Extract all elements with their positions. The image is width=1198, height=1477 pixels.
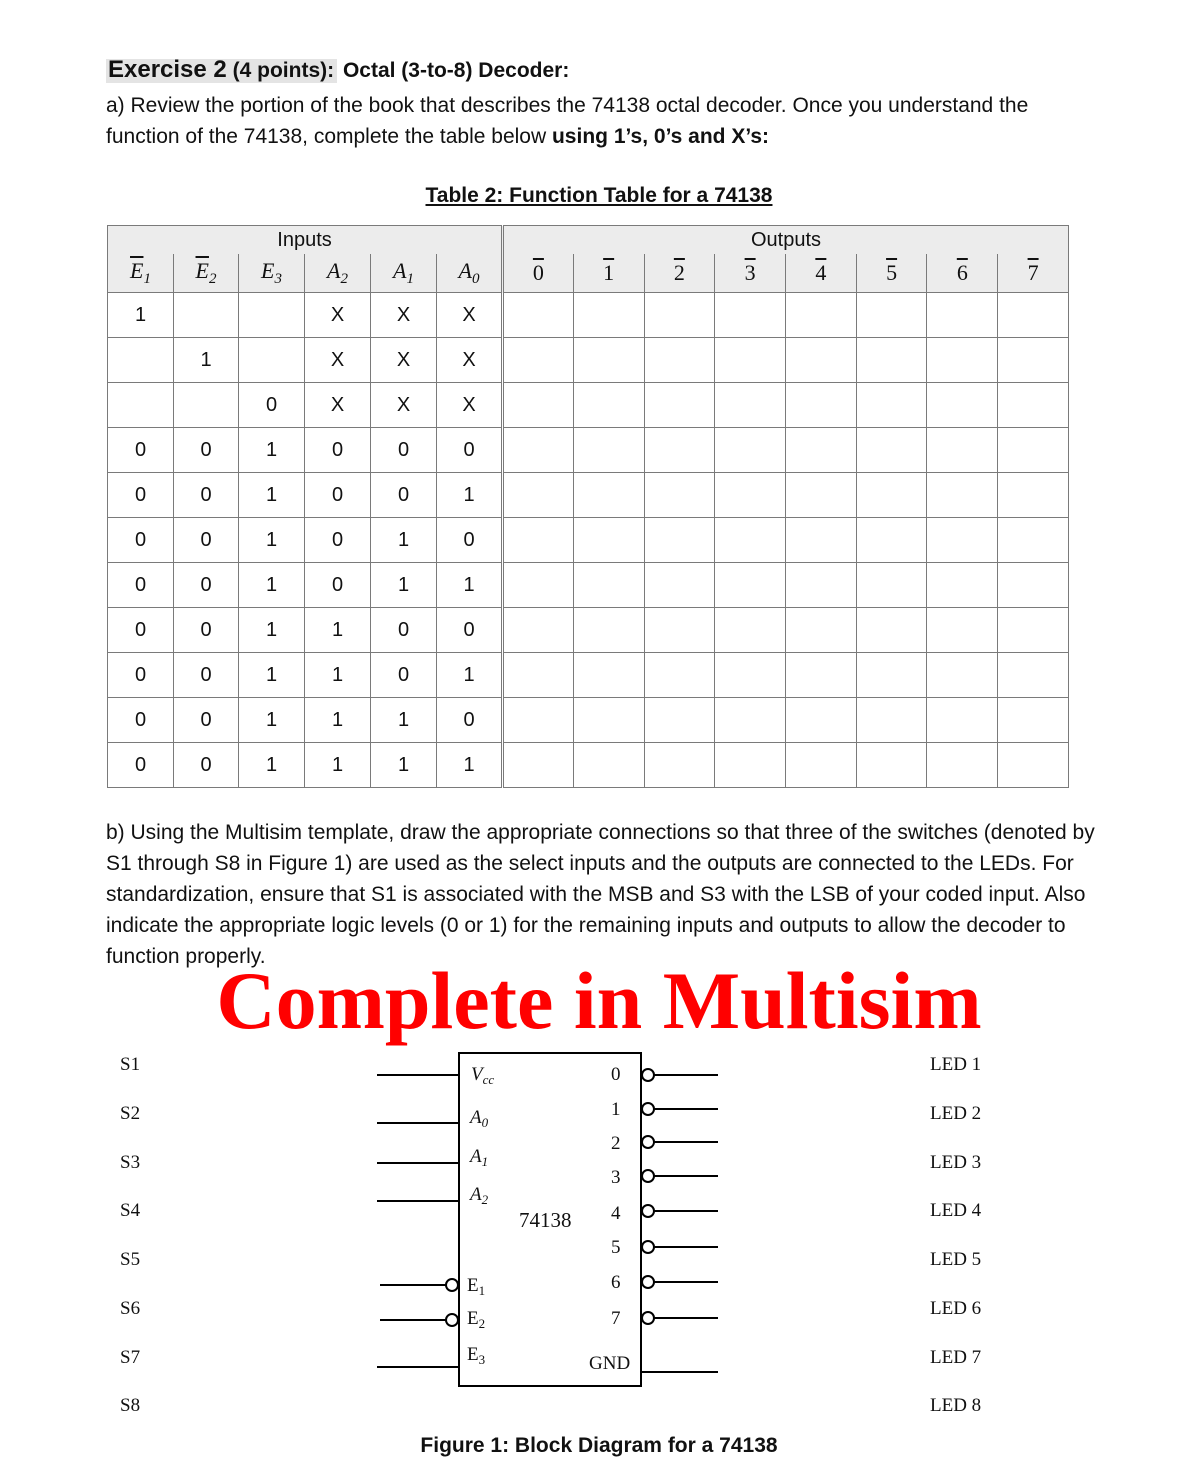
part-b-instructions: b) Using the Multisim template, draw the appropriate connections so that three of the switches (denoted by S1 through S8 in Figure 1) are used as the select inputs and the outputs are connected to the LEDs. For standardization, ensure that S1 is associated with the MSB and S3 with the LSB of your coded input. Also indicate the appropriate logic levels (0 or 1) for the remaining inputs and outputs to allow the decoder to function properly. [106, 821, 1095, 968]
input-cell: 1 [437, 473, 503, 518]
output-pin-label-7: 7 [611, 1308, 621, 1329]
input-cell: 1 [371, 563, 437, 608]
switch-label-s6: S6 [120, 1298, 141, 1319]
switch-label-s1: S1 [120, 1054, 141, 1075]
address-pin-label-a1: $A_1$ [470, 1146, 489, 1169]
input-cell: 1 [437, 743, 503, 788]
switch-label-s7: S7 [120, 1347, 141, 1368]
output-header-1: 1 [573, 254, 644, 293]
input-cell: 0 [437, 518, 503, 563]
input-header-e1: $\overline{E}_1$ [108, 254, 174, 293]
output-bubble-7 [642, 1312, 654, 1324]
output-bubble-5 [642, 1241, 654, 1253]
input-header-a1: $A_1$ [371, 254, 437, 293]
output-header-4: 4 [785, 254, 856, 293]
output-pin-label-4: 4 [611, 1203, 621, 1224]
led-label-2: LED 2 [930, 1103, 982, 1124]
input-cell: 0 [174, 428, 239, 473]
complete-in-multisim-banner: Complete in Multisim [216, 955, 982, 1046]
output-header-5: 5 [856, 254, 927, 293]
input-cell: 0 [108, 473, 174, 518]
output-bubble-3 [642, 1170, 654, 1182]
output-header-2: 2 [644, 254, 715, 293]
input-cell: X [371, 293, 437, 338]
switch-label-s5: S5 [120, 1249, 141, 1270]
input-cell: 0 [305, 518, 371, 563]
input-cell: X [437, 383, 503, 428]
output-pin-label-3: 3 [611, 1167, 621, 1188]
input-cell: 0 [108, 743, 174, 788]
address-pin-label-a2: $A_2$ [470, 1184, 489, 1207]
gnd-pin-label: GND [589, 1353, 631, 1374]
exercise-points: (4 points): [232, 59, 335, 82]
switch-label-s3: S3 [120, 1152, 141, 1173]
output-bubble-4 [642, 1205, 654, 1217]
output-pin-label-0: 0 [611, 1064, 621, 1085]
output-bubble-6 [642, 1276, 654, 1288]
led-label-4: LED 4 [930, 1200, 982, 1221]
vcc-pin-label: $V_{cc}$ [471, 1064, 495, 1087]
input-header-a0: $A_0$ [437, 254, 503, 293]
address-pin-label-a0: $A_0$ [470, 1107, 489, 1130]
input-cell: 0 [174, 563, 239, 608]
input-cell: 0 [305, 563, 371, 608]
input-cell: 0 [371, 653, 437, 698]
output-pin-label-6: 6 [611, 1272, 621, 1293]
led-label-3: LED 3 [930, 1152, 982, 1173]
enable-pin-label-e3: $E_3$ [467, 1344, 486, 1367]
input-cell: 1 [239, 608, 305, 653]
enable-bubble-e1 [446, 1279, 458, 1291]
part-a-text: a) Review the portion of the book that describes the 74138 octal decoder. Once you understand the function of the 74138, complete the table below [106, 94, 1029, 148]
input-cell: 1 [239, 428, 305, 473]
output-pin-label-2: 2 [611, 1133, 621, 1154]
input-cell: 1 [108, 293, 174, 338]
input-cell: X [371, 383, 437, 428]
input-cell: X [305, 338, 371, 383]
output-header-3: 3 [715, 254, 786, 293]
input-cell: 1 [239, 653, 305, 698]
input-cell: 0 [305, 428, 371, 473]
input-header-e2: $\overline{E}_2$ [174, 254, 239, 293]
input-cell: 0 [305, 473, 371, 518]
exercise-title: Exercise 2 [108, 56, 227, 83]
outputs-group-header: Outputs [503, 226, 1069, 255]
input-cell: 0 [174, 518, 239, 563]
enable-pin-label-e1: $E_1$ [467, 1275, 486, 1298]
led-label-6: LED 6 [930, 1298, 982, 1319]
enable-pin-label-e2: $E_2$ [467, 1308, 486, 1331]
led-label-5: LED 5 [930, 1249, 982, 1270]
input-cell: 0 [371, 608, 437, 653]
input-cell: 0 [174, 698, 239, 743]
input-cell: 0 [174, 743, 239, 788]
input-cell: X [437, 293, 503, 338]
output-bubble-0 [642, 1069, 654, 1081]
input-cell: X [371, 338, 437, 383]
input-cell: 0 [174, 473, 239, 518]
input-cell: 1 [305, 608, 371, 653]
input-cell: X [305, 383, 371, 428]
output-header-0: 0 [503, 254, 574, 293]
input-cell: 1 [239, 518, 305, 563]
input-cell: 1 [239, 563, 305, 608]
input-cell: 0 [437, 698, 503, 743]
input-header-a2: $A_2$ [305, 254, 371, 293]
switch-label-s2: S2 [120, 1103, 141, 1124]
input-cell: 1 [239, 698, 305, 743]
input-cell: 0 [371, 473, 437, 518]
output-pin-label-5: 5 [611, 1237, 621, 1258]
figure-caption: Figure 1: Block Diagram for a 74138 [420, 1434, 778, 1457]
input-cell: 0 [239, 383, 305, 428]
input-cell: 0 [108, 428, 174, 473]
input-cell: 0 [108, 608, 174, 653]
input-header-e3: $E_3$ [239, 254, 305, 293]
output-header-7: 7 [998, 254, 1069, 293]
input-cell: 0 [108, 563, 174, 608]
enable-bubble-e2 [446, 1314, 458, 1326]
input-cell: 1 [239, 473, 305, 518]
output-bubble-2 [642, 1136, 654, 1148]
switch-label-s4: S4 [120, 1200, 141, 1221]
switch-label-s8: S8 [120, 1395, 141, 1416]
led-label-1: LED 1 [930, 1054, 982, 1075]
input-cell: 0 [108, 518, 174, 563]
input-cell: 0 [174, 653, 239, 698]
table-title: Table 2: Function Table for a 74138 [425, 184, 773, 207]
exercise-subject: Octal (3-to-8) Decoder: [342, 59, 570, 82]
input-cell: 1 [305, 653, 371, 698]
part-a-bold: using 1’s, 0’s and X’s: [551, 125, 770, 148]
input-cell: 1 [437, 653, 503, 698]
input-cell: 0 [437, 608, 503, 653]
output-pin-label-1: 1 [611, 1099, 621, 1120]
input-cell: X [437, 338, 503, 383]
input-cell: 1 [239, 743, 305, 788]
led-label-8: LED 8 [930, 1395, 982, 1416]
input-cell: 1 [371, 518, 437, 563]
inputs-group-header: Inputs [108, 226, 503, 255]
input-cell: 1 [174, 338, 239, 383]
input-cell: 0 [108, 653, 174, 698]
output-bubble-1 [642, 1103, 654, 1115]
input-cell: 0 [108, 698, 174, 743]
input-cell: 1 [371, 743, 437, 788]
chip-part-number: 74138 [519, 1208, 572, 1232]
input-cell: 0 [174, 608, 239, 653]
input-cell: 0 [371, 428, 437, 473]
input-cell: X [305, 293, 371, 338]
input-cell: 1 [437, 563, 503, 608]
output-header-6: 6 [927, 254, 998, 293]
input-cell: 1 [305, 743, 371, 788]
led-label-7: LED 7 [930, 1347, 982, 1368]
input-cell: 1 [305, 698, 371, 743]
input-cell: 1 [371, 698, 437, 743]
input-cell: 0 [437, 428, 503, 473]
